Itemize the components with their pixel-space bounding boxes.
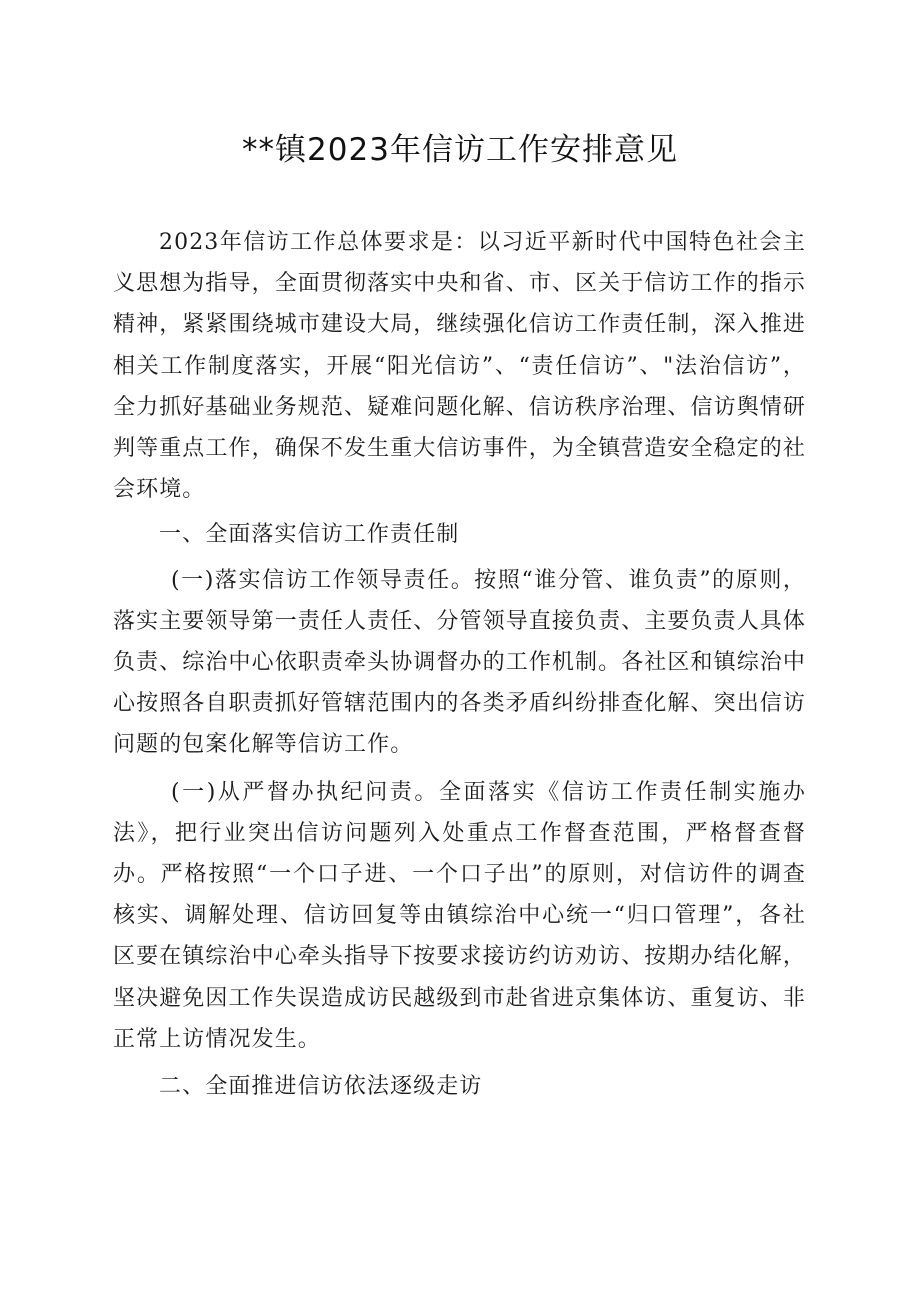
item-paragraph-1: (一)落实信访工作领导责任。按照“谁分管、谁负责”的原则，落实主要领导第一责任人责任、分管领导直接负责、主要负责人具体负责、综治中心依职责牵头协调督办的工作机制。各社区和镇综治中心按照各自职责抓好管辖范围内的各类矛盾纠纷排查化解、突出信访问题的包案化解等信访工作。 bbox=[113, 567, 807, 758]
item-paragraph-2: (一)从严督办执纪问责。全面落实《信访工作责任制实施办法》，把行业突出信访问题列入处重点工作督查范围，严格督查督办。严格按照“一个口子进、一个口子出”的原则，对信访件的调查核实、调解处理、信访回复等由镇综治中心统一“归口管理”，各社区要在镇综治中心牵头指导下按要求接访约访劝访、按期办结化解，坚决避免因工作失误造成访民越级到市赴省进京集体访、重复访、非正常上访情况发生。 bbox=[113, 779, 807, 1052]
section-heading-2: 二、全面推进信访依法逐级走访 bbox=[159, 1074, 483, 1100]
document-title: **镇2023年信访工作安排意见 bbox=[242, 132, 678, 168]
document-body bbox=[113, 222, 806, 1107]
intro-paragraph: 2023年信访工作总体要求是：以习近平新时代中国特色社会主义思想为指导，全面贯彻落实中央和省、市、区关于信访工作的指示精神，紧紧围绕城市建设大局，继续强化信访工作责任制，深入推进相关工作制度落实，开展“阳光信访”、“责任信访”、"法治信访”，全力抓好基础业务规范、疑难问题化解、信访秩序治理、信访舆情研判等重点工作，确保不发生重大信访事件，为全镇营造安全稳定的社会环境。 bbox=[113, 230, 807, 503]
section-heading-1: 一、全面落实信访工作责任制 bbox=[159, 522, 460, 548]
